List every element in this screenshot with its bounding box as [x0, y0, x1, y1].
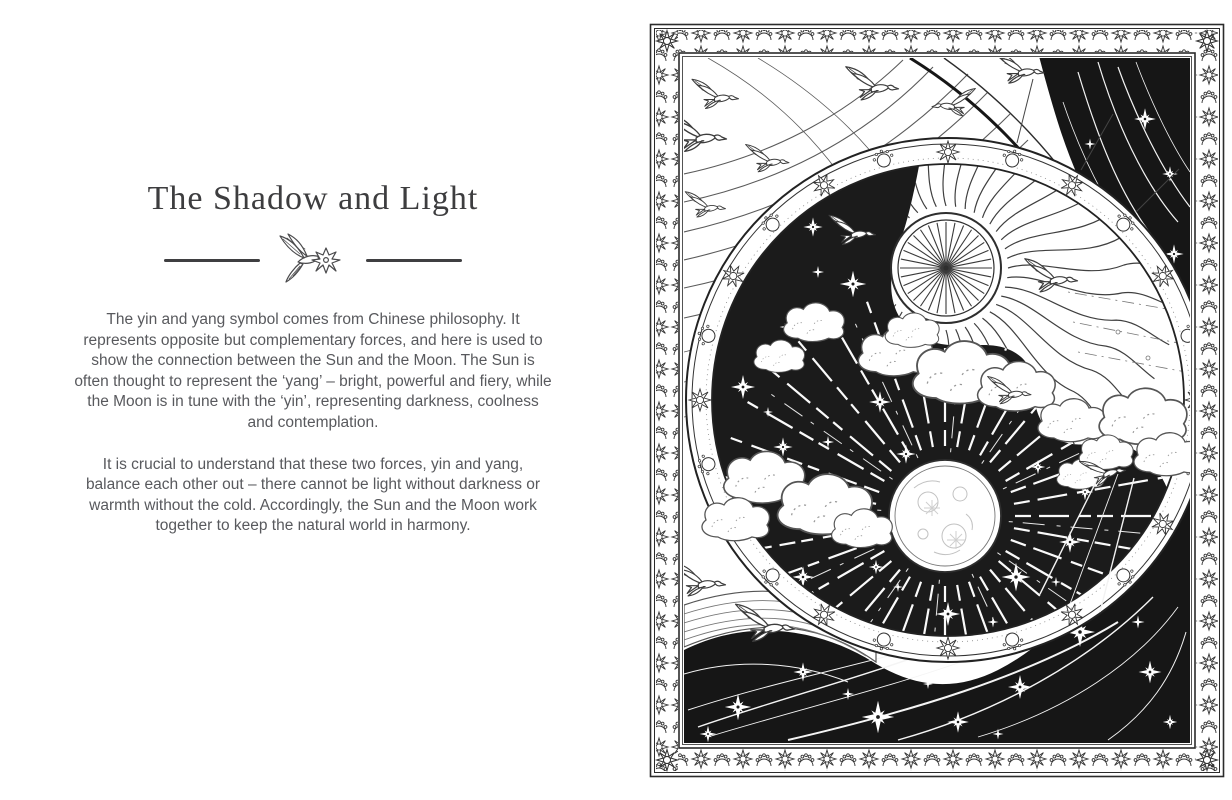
sun-icon [891, 213, 1001, 323]
divider-line-right [366, 259, 462, 262]
paragraph-1: The yin and yang symbol comes from Chinese philosophy. It represents opposite but complementary forces, and here is used to show the connection between the Sun and the Moon. The Sun is often thought to represent the ‘yang’ – bright, powerful and fiery, while the Moon is in tune with the ‘yin’, representing darkness, coolness and contemplation. [74, 311, 552, 432]
divider-line-left [164, 259, 260, 262]
border-top [656, 30, 1218, 52]
moon-icon [889, 460, 1001, 572]
paragraph-2: It is crucial to understand that these two forces, yin and yang, balance each other out – there cannot be light without darkness or warmth without the cold. Accordingly, the Sun and the Moon work together to keep the natural world in harmony. [85, 455, 541, 535]
left-page [67, 180, 559, 537]
page-title: The Shadow and Light [147, 180, 479, 217]
border-bottom [656, 749, 1218, 771]
coloring-illustration [648, 22, 1226, 779]
dove-with-star-icon [274, 232, 352, 288]
border-right [1196, 30, 1218, 771]
border-left [656, 30, 678, 771]
right-page [648, 22, 1226, 779]
title-divider [67, 234, 559, 286]
